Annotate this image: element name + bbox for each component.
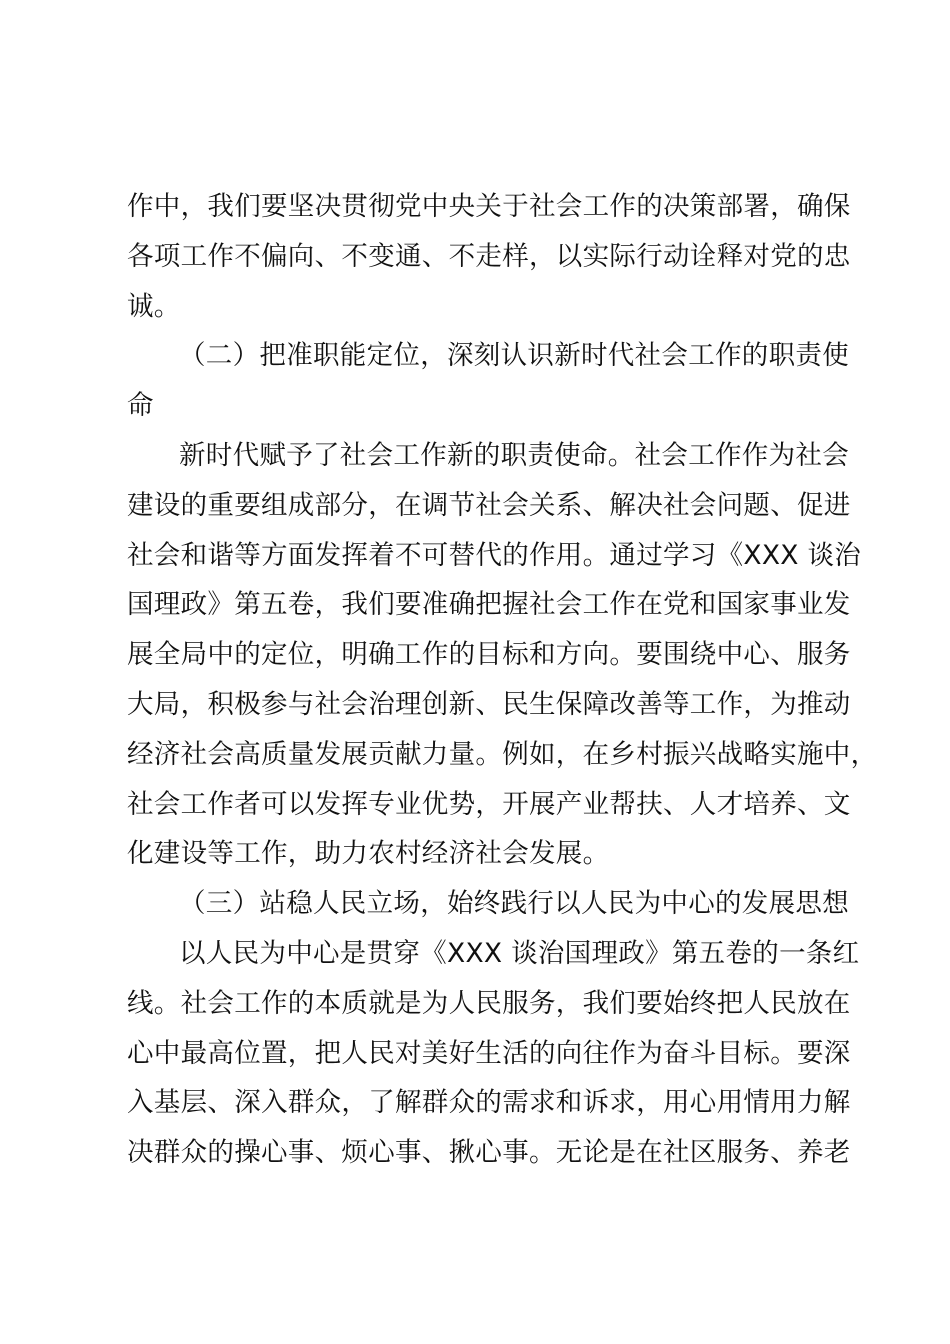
text-line: 大局，积极参与社会治理创新、民生保障改善等工作，为推动 [127, 688, 851, 720]
text-line: 化建设等工作，助力农村经济社会发展。 [127, 838, 610, 870]
text-line: 国理政》第五卷，我们要准确把握社会工作在党和国家事业发 [127, 589, 851, 621]
text-line: 各项工作不偏向、不变通、不走样，以实际行动诠释对党的忠 [127, 240, 851, 272]
text-line: 社会工作者可以发挥专业优势，开展产业帮扶、人才培养、文 [127, 788, 851, 820]
text-line: 入基层、深入群众，了解群众的需求和诉求，用心用情用力解 [127, 1087, 851, 1119]
text-line: 建设的重要组成部分，在调节社会关系、解决社会问题、促进 [127, 489, 851, 521]
text-line: 决群众的操心事、烦心事、揪心事。无论是在社区服务、养老 [127, 1137, 851, 1169]
text-line: 新时代赋予了社会工作新的职责使命。社会工作作为社会 [179, 439, 849, 471]
section-heading-2-continued: 命 [127, 390, 154, 422]
section-heading-3: （三）站稳人民立场，始终践行以人民为中心的发展思想 [179, 888, 849, 920]
text-line: 诚。 [127, 290, 181, 322]
text-line: 以人民为中心是贯穿《XXX 谈治国理政》第五卷的一条红 [179, 937, 860, 969]
text-line: 展全局中的定位，明确工作的目标和方向。要围绕中心、服务 [127, 639, 851, 671]
text-line: 社会和谐等方面发挥着不可替代的作用。通过学习《XXX 谈治 [127, 539, 862, 571]
text-line: 经济社会高质量发展贡献力量。例如，在乡村振兴战略实施中， [127, 738, 878, 770]
text-line: 作中，我们要坚决贯彻党中央关于社会工作的决策部署，确保 [127, 191, 851, 222]
section-heading-2: （二）把准职能定位，深刻认识新时代社会工作的职责使 [179, 340, 849, 372]
text-line: 线。社会工作的本质就是为人民服务，我们要始终把人民放在 [127, 987, 851, 1019]
body-text [127, 182, 878, 1178]
text-line: 心中最高位置，把人民对美好生活的向往作为奋斗目标。要深 [127, 1037, 851, 1069]
